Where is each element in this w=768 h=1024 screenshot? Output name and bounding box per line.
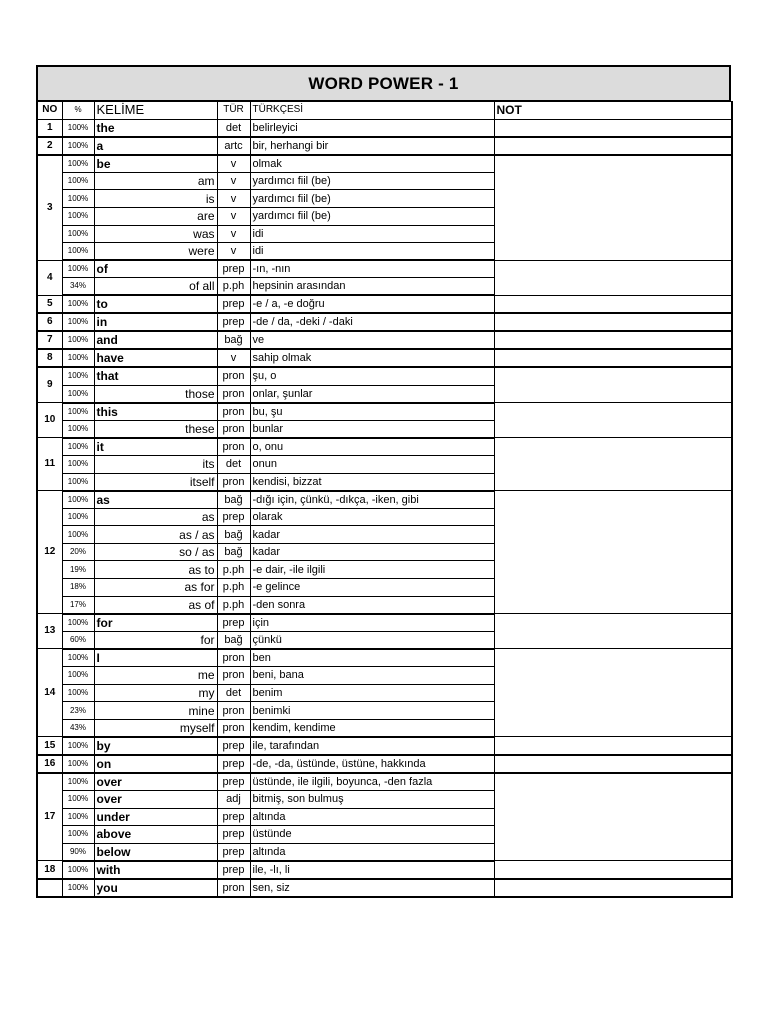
group-number: 5 (37, 295, 62, 313)
word-cell: over (94, 773, 217, 791)
word-type: prep (217, 826, 250, 844)
word-cell: as / as (94, 526, 217, 544)
word-cell: with (94, 861, 217, 879)
word-type: pron (217, 438, 250, 456)
turkish-meaning: bir, herhangi bir (250, 137, 494, 155)
word-type: p.ph (217, 579, 250, 597)
word-frequency-percent: 100% (62, 773, 94, 791)
word-type: p.ph (217, 596, 250, 614)
turkish-meaning: kendisi, bizzat (250, 473, 494, 491)
word-frequency-percent: 100% (62, 385, 94, 403)
table-row (37, 367, 732, 385)
word-type: prep (217, 295, 250, 313)
word-type: prep (217, 737, 250, 755)
word-frequency-percent: 100% (62, 667, 94, 685)
word-type: p.ph (217, 561, 250, 579)
word-frequency-percent: 17% (62, 596, 94, 614)
turkish-meaning: benimki (250, 702, 494, 720)
group-number: 7 (37, 331, 62, 349)
word-cell: me (94, 667, 217, 685)
header-kelime: KELİME (94, 102, 217, 120)
turkish-meaning: kadar (250, 526, 494, 544)
word-cell: of all (94, 278, 217, 296)
group-number: 11 (37, 438, 62, 491)
header-tur: TÜR (217, 102, 250, 120)
word-type: v (217, 155, 250, 173)
note-cell (494, 367, 732, 402)
header-not: NOT (494, 102, 732, 120)
group-number: 8 (37, 349, 62, 367)
word-frequency-percent: 100% (62, 243, 94, 261)
note-cell (494, 649, 732, 737)
word-type: det (217, 119, 250, 137)
word-type: pron (217, 879, 250, 897)
turkish-meaning: üstünde, ile ilgili, boyunca, -den fazla (250, 773, 494, 791)
word-frequency-percent: 100% (62, 313, 94, 331)
word-type: pron (217, 420, 250, 438)
word-type: v (217, 172, 250, 190)
group-number: 16 (37, 755, 62, 773)
turkish-meaning: ile, tarafından (250, 737, 494, 755)
word-frequency-percent: 100% (62, 367, 94, 385)
word-cell: above (94, 826, 217, 844)
group-number: 14 (37, 649, 62, 737)
turkish-meaning: yardımcı fiil (be) (250, 207, 494, 225)
word-frequency-percent: 100% (62, 172, 94, 190)
table-row (37, 438, 732, 456)
word-frequency-percent: 18% (62, 579, 94, 597)
turkish-meaning: altında (250, 843, 494, 861)
note-cell (494, 737, 732, 755)
turkish-meaning: olmak (250, 155, 494, 173)
table-row (37, 155, 732, 173)
turkish-meaning: -ın, -nın (250, 260, 494, 278)
word-cell: as for (94, 579, 217, 597)
word-cell: the (94, 119, 217, 137)
word-frequency-percent: 100% (62, 473, 94, 491)
note-cell (494, 403, 732, 438)
word-type: prep (217, 773, 250, 791)
word-type: bağ (217, 331, 250, 349)
word-type: prep (217, 861, 250, 879)
turkish-meaning: kendim, kendime (250, 719, 494, 737)
table-row (37, 137, 732, 155)
turkish-meaning: bu, şu (250, 403, 494, 421)
word-type: bağ (217, 491, 250, 509)
note-cell (494, 295, 732, 313)
word-frequency-percent: 100% (62, 684, 94, 702)
word-frequency-percent: 20% (62, 543, 94, 561)
word-cell: a (94, 137, 217, 155)
word-type: pron (217, 367, 250, 385)
word-frequency-percent: 100% (62, 826, 94, 844)
word-type: prep (217, 755, 250, 773)
word-cell: over (94, 791, 217, 809)
word-cell: itself (94, 473, 217, 491)
word-cell: as (94, 508, 217, 526)
word-frequency-percent: 100% (62, 207, 94, 225)
turkish-meaning: sahip olmak (250, 349, 494, 367)
word-cell: of (94, 260, 217, 278)
word-cell: below (94, 843, 217, 861)
word-frequency-percent: 100% (62, 791, 94, 809)
turkish-meaning: -e gelince (250, 579, 494, 597)
word-cell: so / as (94, 543, 217, 561)
group-number: 2 (37, 137, 62, 155)
word-cell: under (94, 808, 217, 826)
word-frequency-percent: 100% (62, 295, 94, 313)
word-cell: that (94, 367, 217, 385)
table-row (37, 260, 732, 278)
word-frequency-percent: 90% (62, 843, 94, 861)
turkish-meaning: hepsinin arasından (250, 278, 494, 296)
word-frequency-percent: 100% (62, 403, 94, 421)
word-type: prep (217, 508, 250, 526)
group-number: 17 (37, 773, 62, 861)
word-power-sheet (36, 65, 731, 898)
turkish-meaning: yardımcı fiil (be) (250, 190, 494, 208)
note-cell (494, 755, 732, 773)
table-row (37, 349, 732, 367)
word-type: p.ph (217, 278, 250, 296)
word-cell: and (94, 331, 217, 349)
table-row (37, 614, 732, 632)
word-frequency-percent: 43% (62, 719, 94, 737)
turkish-meaning: beni, bana (250, 667, 494, 685)
note-cell (494, 879, 732, 897)
word-cell: those (94, 385, 217, 403)
word-type: pron (217, 702, 250, 720)
word-cell: for (94, 614, 217, 632)
word-frequency-percent: 100% (62, 755, 94, 773)
note-cell (494, 331, 732, 349)
note-cell (494, 349, 732, 367)
group-number: 3 (37, 155, 62, 261)
word-cell: myself (94, 719, 217, 737)
word-type: bağ (217, 631, 250, 649)
turkish-meaning: şu, o (250, 367, 494, 385)
turkish-meaning: -e dair, -ile ilgili (250, 561, 494, 579)
word-frequency-percent: 100% (62, 331, 94, 349)
word-type: prep (217, 614, 250, 632)
turkish-meaning: -de, -da, üstünde, üstüne, hakkında (250, 755, 494, 773)
table-row (37, 755, 732, 773)
word-frequency-percent: 60% (62, 631, 94, 649)
turkish-meaning: idi (250, 243, 494, 261)
word-type: v (217, 190, 250, 208)
table-row (37, 331, 732, 349)
word-type: bağ (217, 526, 250, 544)
word-cell: this (94, 403, 217, 421)
word-frequency-percent: 100% (62, 808, 94, 826)
word-frequency-percent: 100% (62, 119, 94, 137)
word-cell: are (94, 207, 217, 225)
word-type: prep (217, 808, 250, 826)
sheet-title: WORD POWER - 1 (36, 65, 731, 101)
word-type: pron (217, 473, 250, 491)
table-row (37, 861, 732, 879)
table-row (37, 737, 732, 755)
turkish-meaning: onun (250, 455, 494, 473)
word-cell: mine (94, 702, 217, 720)
word-frequency-percent: 19% (62, 561, 94, 579)
turkish-meaning: -de / da, -deki / -daki (250, 313, 494, 331)
note-cell (494, 119, 732, 137)
word-frequency-percent: 100% (62, 614, 94, 632)
turkish-meaning: -dığı için, çünkü, -dıkça, -iken, gibi (250, 491, 494, 509)
turkish-meaning: idi (250, 225, 494, 243)
word-type: adj (217, 791, 250, 809)
turkish-meaning: altında (250, 808, 494, 826)
word-frequency-percent: 100% (62, 349, 94, 367)
word-type: prep (217, 313, 250, 331)
group-number: 1 (37, 119, 62, 137)
turkish-meaning: için (250, 614, 494, 632)
word-cell: as of (94, 596, 217, 614)
word-cell: be (94, 155, 217, 173)
word-frequency-percent: 100% (62, 526, 94, 544)
word-type: bağ (217, 543, 250, 561)
word-cell: as (94, 491, 217, 509)
word-frequency-percent: 100% (62, 879, 94, 897)
word-frequency-percent: 100% (62, 420, 94, 438)
word-type: v (217, 225, 250, 243)
word-cell: on (94, 755, 217, 773)
table-row (37, 773, 732, 791)
group-number: 15 (37, 737, 62, 755)
turkish-meaning: -e / a, -e doğru (250, 295, 494, 313)
group-number: 4 (37, 260, 62, 295)
table-row (37, 403, 732, 421)
word-type: v (217, 243, 250, 261)
word-cell: it (94, 438, 217, 456)
note-cell (494, 137, 732, 155)
turkish-meaning: -den sonra (250, 596, 494, 614)
word-cell: were (94, 243, 217, 261)
note-cell (494, 313, 732, 331)
turkish-meaning: bitmiş, son bulmuş (250, 791, 494, 809)
word-frequency-percent: 100% (62, 260, 94, 278)
word-frequency-percent: 100% (62, 649, 94, 667)
group-number: 12 (37, 491, 62, 614)
word-frequency-percent: 100% (62, 455, 94, 473)
word-cell: you (94, 879, 217, 897)
note-cell (494, 491, 732, 614)
word-frequency-percent: 23% (62, 702, 94, 720)
word-cell: its (94, 455, 217, 473)
word-frequency-percent: 100% (62, 438, 94, 456)
word-cell: is (94, 190, 217, 208)
group-number: 6 (37, 313, 62, 331)
word-frequency-percent: 100% (62, 137, 94, 155)
turkish-meaning: üstünde (250, 826, 494, 844)
word-type: pron (217, 719, 250, 737)
turkish-meaning: belirleyici (250, 119, 494, 137)
table-row (37, 649, 732, 667)
word-cell: for (94, 631, 217, 649)
word-type: v (217, 349, 250, 367)
note-cell (494, 155, 732, 261)
word-cell: these (94, 420, 217, 438)
word-frequency-percent: 100% (62, 861, 94, 879)
turkish-meaning: bunlar (250, 420, 494, 438)
word-frequency-percent: 100% (62, 225, 94, 243)
word-cell: was (94, 225, 217, 243)
word-frequency-percent: 34% (62, 278, 94, 296)
note-cell (494, 260, 732, 295)
group-number: 10 (37, 403, 62, 438)
word-frequency-percent: 100% (62, 491, 94, 509)
word-cell: to (94, 295, 217, 313)
word-type: pron (217, 403, 250, 421)
word-type: pron (217, 649, 250, 667)
group-number: 13 (37, 614, 62, 649)
turkish-meaning: kadar (250, 543, 494, 561)
turkish-meaning: çünkü (250, 631, 494, 649)
word-type: det (217, 684, 250, 702)
vocabulary-table (36, 101, 733, 898)
table-header-row (37, 102, 732, 120)
table-row (37, 295, 732, 313)
header-turkcesi: TÜRKÇESİ (250, 102, 494, 120)
turkish-meaning: o, onu (250, 438, 494, 456)
turkish-meaning: onlar, şunlar (250, 385, 494, 403)
table-row (37, 879, 732, 897)
table-row (37, 119, 732, 137)
word-frequency-percent: 100% (62, 508, 94, 526)
word-cell: have (94, 349, 217, 367)
word-cell: am (94, 172, 217, 190)
group-number (37, 879, 62, 897)
turkish-meaning: ile, -lı, li (250, 861, 494, 879)
header-percent: % (62, 102, 94, 120)
turkish-meaning: benim (250, 684, 494, 702)
header-no: NO (37, 102, 62, 120)
group-number: 9 (37, 367, 62, 402)
turkish-meaning: sen, siz (250, 879, 494, 897)
table-body (37, 119, 732, 897)
note-cell (494, 773, 732, 861)
note-cell (494, 438, 732, 491)
word-cell: I (94, 649, 217, 667)
word-cell: my (94, 684, 217, 702)
word-type: artc (217, 137, 250, 155)
word-type: prep (217, 260, 250, 278)
note-cell (494, 614, 732, 649)
word-type: prep (217, 843, 250, 861)
word-frequency-percent: 100% (62, 155, 94, 173)
turkish-meaning: ben (250, 649, 494, 667)
turkish-meaning: ve (250, 331, 494, 349)
note-cell (494, 861, 732, 879)
turkish-meaning: olarak (250, 508, 494, 526)
word-type: pron (217, 385, 250, 403)
word-type: det (217, 455, 250, 473)
group-number: 18 (37, 861, 62, 879)
word-frequency-percent: 100% (62, 190, 94, 208)
table-row (37, 313, 732, 331)
table-row (37, 491, 732, 509)
word-type: pron (217, 667, 250, 685)
word-type: v (217, 207, 250, 225)
word-cell: in (94, 313, 217, 331)
word-cell: by (94, 737, 217, 755)
turkish-meaning: yardımcı fiil (be) (250, 172, 494, 190)
word-cell: as to (94, 561, 217, 579)
word-frequency-percent: 100% (62, 737, 94, 755)
